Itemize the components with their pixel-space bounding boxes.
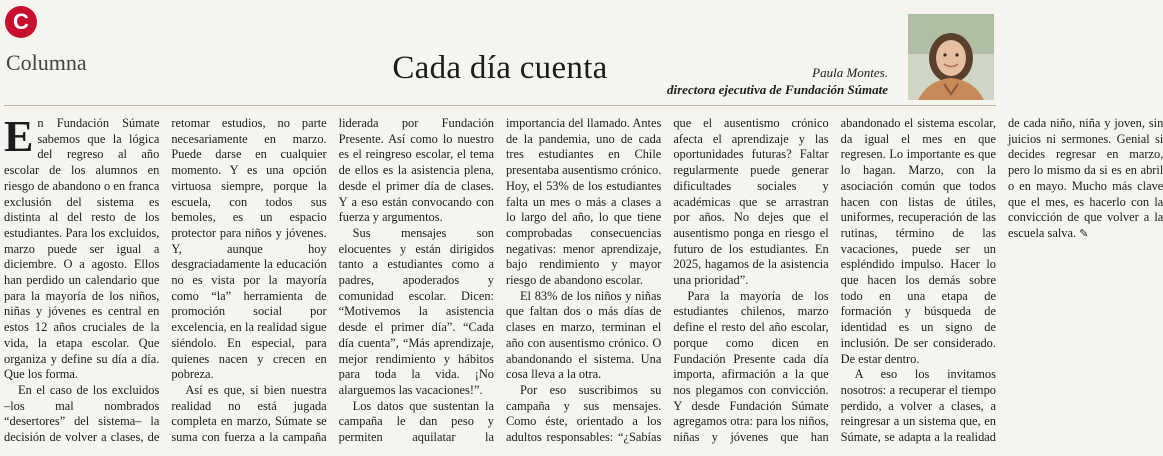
paragraph-7: Por eso suscribimos su campaña y sus mensajes. Como éste, orientado a los adultos responsables: “¿Sabías que el ausentismo crónico afecta el aprendizaje y las oportunidades futuras? Faltar regularmente puede generar dificultades sociales y académicas que se arrastran por años. No dejes que el ausentismo ponga en riesgo el futuro de los estudiantes. En 2025, hagamos de la asistencia una prioridad”. xyxy=(505,116,829,445)
author-role: directora ejecutiva de Fundación Súmate xyxy=(667,82,888,97)
author-byline xyxy=(667,64,888,98)
paragraph-3: Así es que, si bien nuestra realidad no está jugada completa en marzo, Súmate se suma con fuerza a la campaña liderada por Fundación Presente. Así como lo nuestro es el reingreso escolar, el tema de ellos es la asistencia plena, desde el primer día de clases. Y a eso están convocando con fuerza y argumentos. xyxy=(171,116,494,445)
paragraph-1: En Fundación Súmate sabemos que la lógica del regreso al año escolar de los alumnos en riesgo de abandono o en franca exclusión del sistema es distinta al del resto de los estudiantes. Para los excluidos, marzo puede ser igual a diciembre. O a agosto. Ellos han perdido un calendario que para la mayoría de los niños, niñas y jóvenes es central en estos 12 años cruciales de la vida, la etapa escolar. Que organiza y define su día a día. Que los forma. xyxy=(4,112,160,382)
paragraph-8: Para la mayoría de los estudiantes chilenos, marzo define el resto del año escolar, porque como dicen en Fundación Presente cada día importa, afirmación a la que nos plegamos con convicción. Y desde Fundación Súmate agregamos otra: para los niños, niñas y jóvenes que han abandonado el sistema escolar, da igual el mes en que regresen. Lo importante es que lo hagan. Marzo, con la asociación común que todos hacen con listas de útiles, uniformes, recuperación de las rutinas, término de las vacaciones, puede ser un espléndido impulso. Hacer lo que hacen los demás sobre todo en una etapa de formación y búsqueda de identidad es un signo de inclusión. De ser considerado. De estar dentro. xyxy=(673,116,996,445)
section-badge: C xyxy=(5,6,37,38)
drop-cap: E xyxy=(4,112,34,161)
article-body xyxy=(4,112,1163,456)
author-avatar xyxy=(908,14,994,100)
article-headline: Cada día cuenta xyxy=(392,50,608,86)
header-divider xyxy=(4,105,996,106)
paragraph-4: Sus mensajes son elocuentes y están dirigidos tanto a estudiantes como a padres, apoderados y comunidad escolar. Dicen: “Motivemos la asistencia desde el primer día”. “Cada día cuenta”, “Más aprendizaje, mejor rendimiento y hábitos para toda la vida. ¡No alarguemos las vacaciones!”. xyxy=(338,225,494,397)
author-portrait-icon xyxy=(908,14,994,100)
paragraph-6: El 83% de los niños y niñas que faltan dos o más días de clases en marzo, terminan el año con ausentismo crónico. O abandonando el sistema. Una cosa lleva a la otra. xyxy=(505,288,662,382)
end-mark-icon: ✎ xyxy=(1079,227,1089,240)
author-name: Paula Montes. xyxy=(812,65,888,80)
paragraph-5: Los datos que sustentan la campaña le dan peso y permiten aquilatar la importancia del llamado. Antes de la pandemia, uno de cada tres estudiantes en Chile presentaba ausentismo crónico. Hoy, el 53% de los estudiantes falta un mes o más a clases a lo largo del año, lo que tiene comprobadas consecuencias negativas: menor aprendizaje, bajo rendimiento y mayor riesgo de abandono escolar. xyxy=(338,116,662,445)
paragraph-9: A eso los invitamos nosotros: a recuperar el tiempo perdido, a volver a clases, a reingresar a un sistema que, en Súmate, se adapta a la realidad de cada niño, niña y joven, sin juicios ni sermones. Genial si decides regresar en marzo, pero lo mismo da si es en abril o en mayo. Mucho más clave que el mes, es hacerlo con la convicción de que volver a la escuela salva. ✎ xyxy=(840,116,1163,445)
paragraph-2: En el caso de los excluidos –los mal nombrados “desertores” del sistema– la decisión de volver a clases, de retomar estudios, no parte necesariamente en marzo. Puede darse en cualquier momento. Y es una opción virtuosa siempre, porque la escuela, con todos sus bemoles, es un espacio protector para niños y jóvenes. Y, aunque hoy desgraciadamente la educación no es vista por la mayoría como “la” herramienta de promoción social por excelencia, en la realidad sigue siéndolo. En especial, para quienes nacen y crecen en pobreza. xyxy=(4,116,327,445)
section-label: Columna xyxy=(6,50,87,75)
